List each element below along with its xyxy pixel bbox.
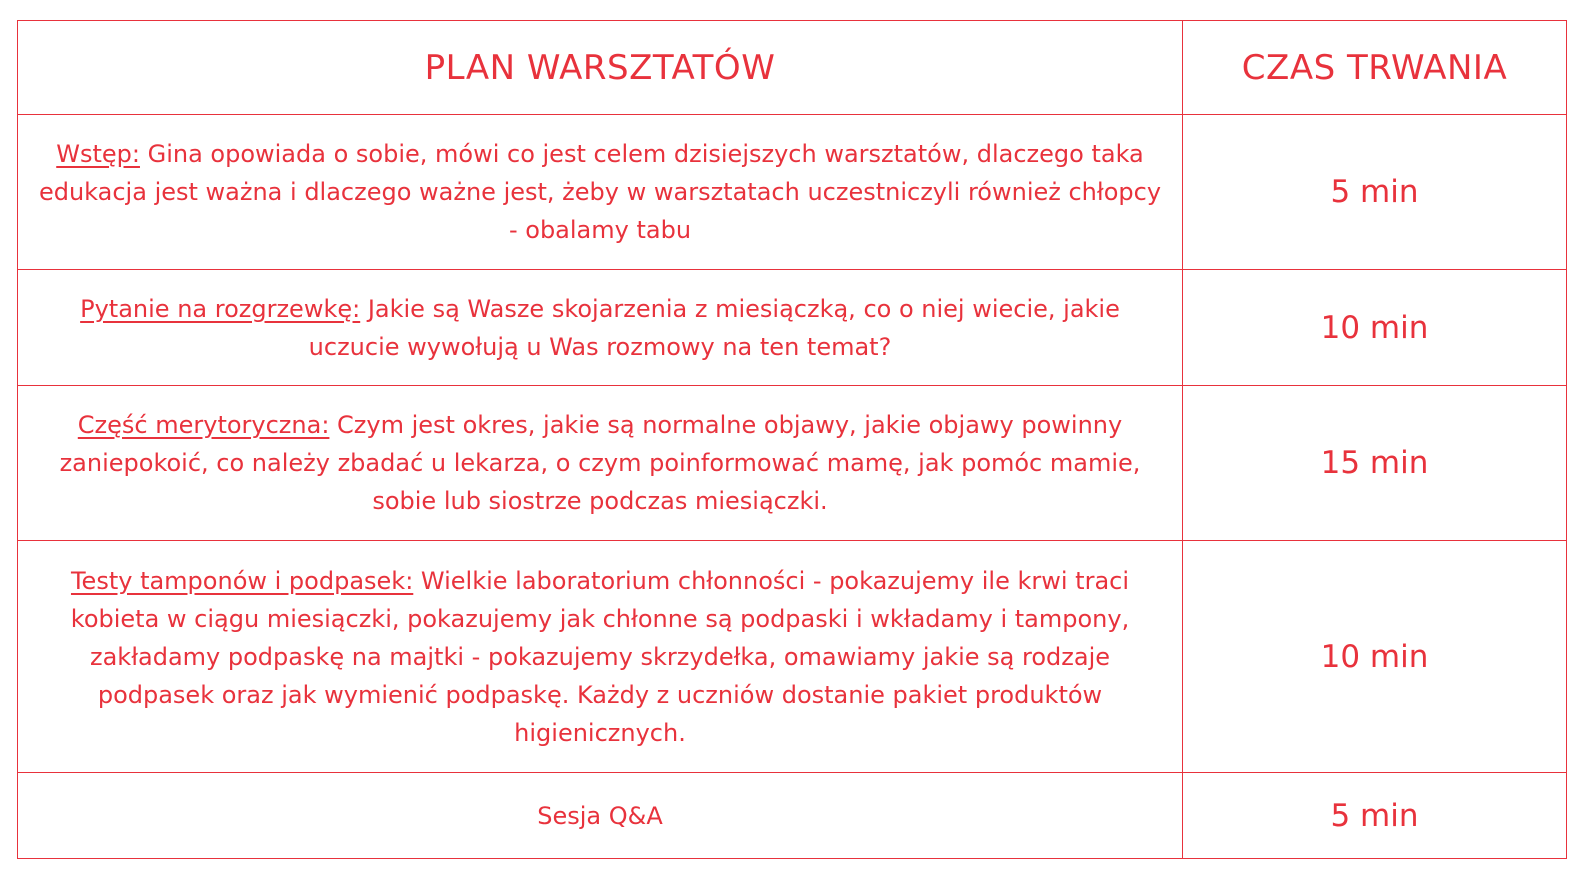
table-header-row [18, 21, 1567, 115]
row-label: Testy tamponów i podpasek: [70, 566, 414, 595]
row-description [18, 541, 1183, 773]
row-description [18, 386, 1183, 541]
row-text: Wielkie laboratorium chłonności - pokazujemy ile krwi traci kobieta w ciągu miesiączki, pokazujemy jak chłonne są podpaski i wkładamy i tampony, zakładamy podpaskę na majtki - pokazujemy skrzydełka, omawiamy jakie są rodzaje podpasek oraz jak wymienić podpaskę. Każdy z uczniów dostanie pakiet produktów higienicznych. [70, 566, 1130, 747]
table-row [18, 115, 1567, 270]
row-description [18, 773, 1183, 859]
row-duration: 5 min [1183, 773, 1567, 859]
workshop-plan-table [17, 20, 1567, 859]
row-duration: 10 min [1183, 541, 1567, 773]
table-row [18, 773, 1567, 859]
row-label: Część merytoryczna: [77, 411, 330, 439]
row-duration: 15 min [1183, 386, 1567, 541]
table-row [18, 270, 1567, 386]
row-duration: 5 min [1183, 115, 1567, 270]
table-row [18, 386, 1567, 541]
row-text: Sesja Q&A [537, 801, 663, 830]
row-duration: 10 min [1183, 270, 1567, 386]
row-description [18, 115, 1183, 270]
row-description [18, 270, 1183, 386]
duration-column-header: CZAS TRWANIA [1183, 21, 1567, 115]
row-text: Czym jest okres, jakie są normalne objawy, jakie objawy powinny zaniepokoić, co należy zbadać u lekarza, o czym poinformować mamę, jak pomóc mamie, sobie lub siostrze podczas miesiączki. [59, 411, 1141, 515]
row-text: Gina opowiada o sobie, mówi co jest celem dzisiejszych warsztatów, dlaczego taka edukacja jest ważna i dlaczego ważne jest, żeby w warsztatach uczestniczyli również chłopcy - obalamy tabu [38, 140, 1162, 244]
row-text: Jakie są Wasze skojarzenia z miesiączką, co o niej wiecie, jakie uczucie wywołują u Was rozmowy na ten temat? [308, 294, 1120, 361]
plan-column-header: PLAN WARSZTATÓW [18, 21, 1183, 115]
row-label: Pytanie na rozgrzewkę: [80, 294, 361, 323]
row-label: Wstęp: [56, 140, 140, 168]
table-row [18, 541, 1567, 773]
